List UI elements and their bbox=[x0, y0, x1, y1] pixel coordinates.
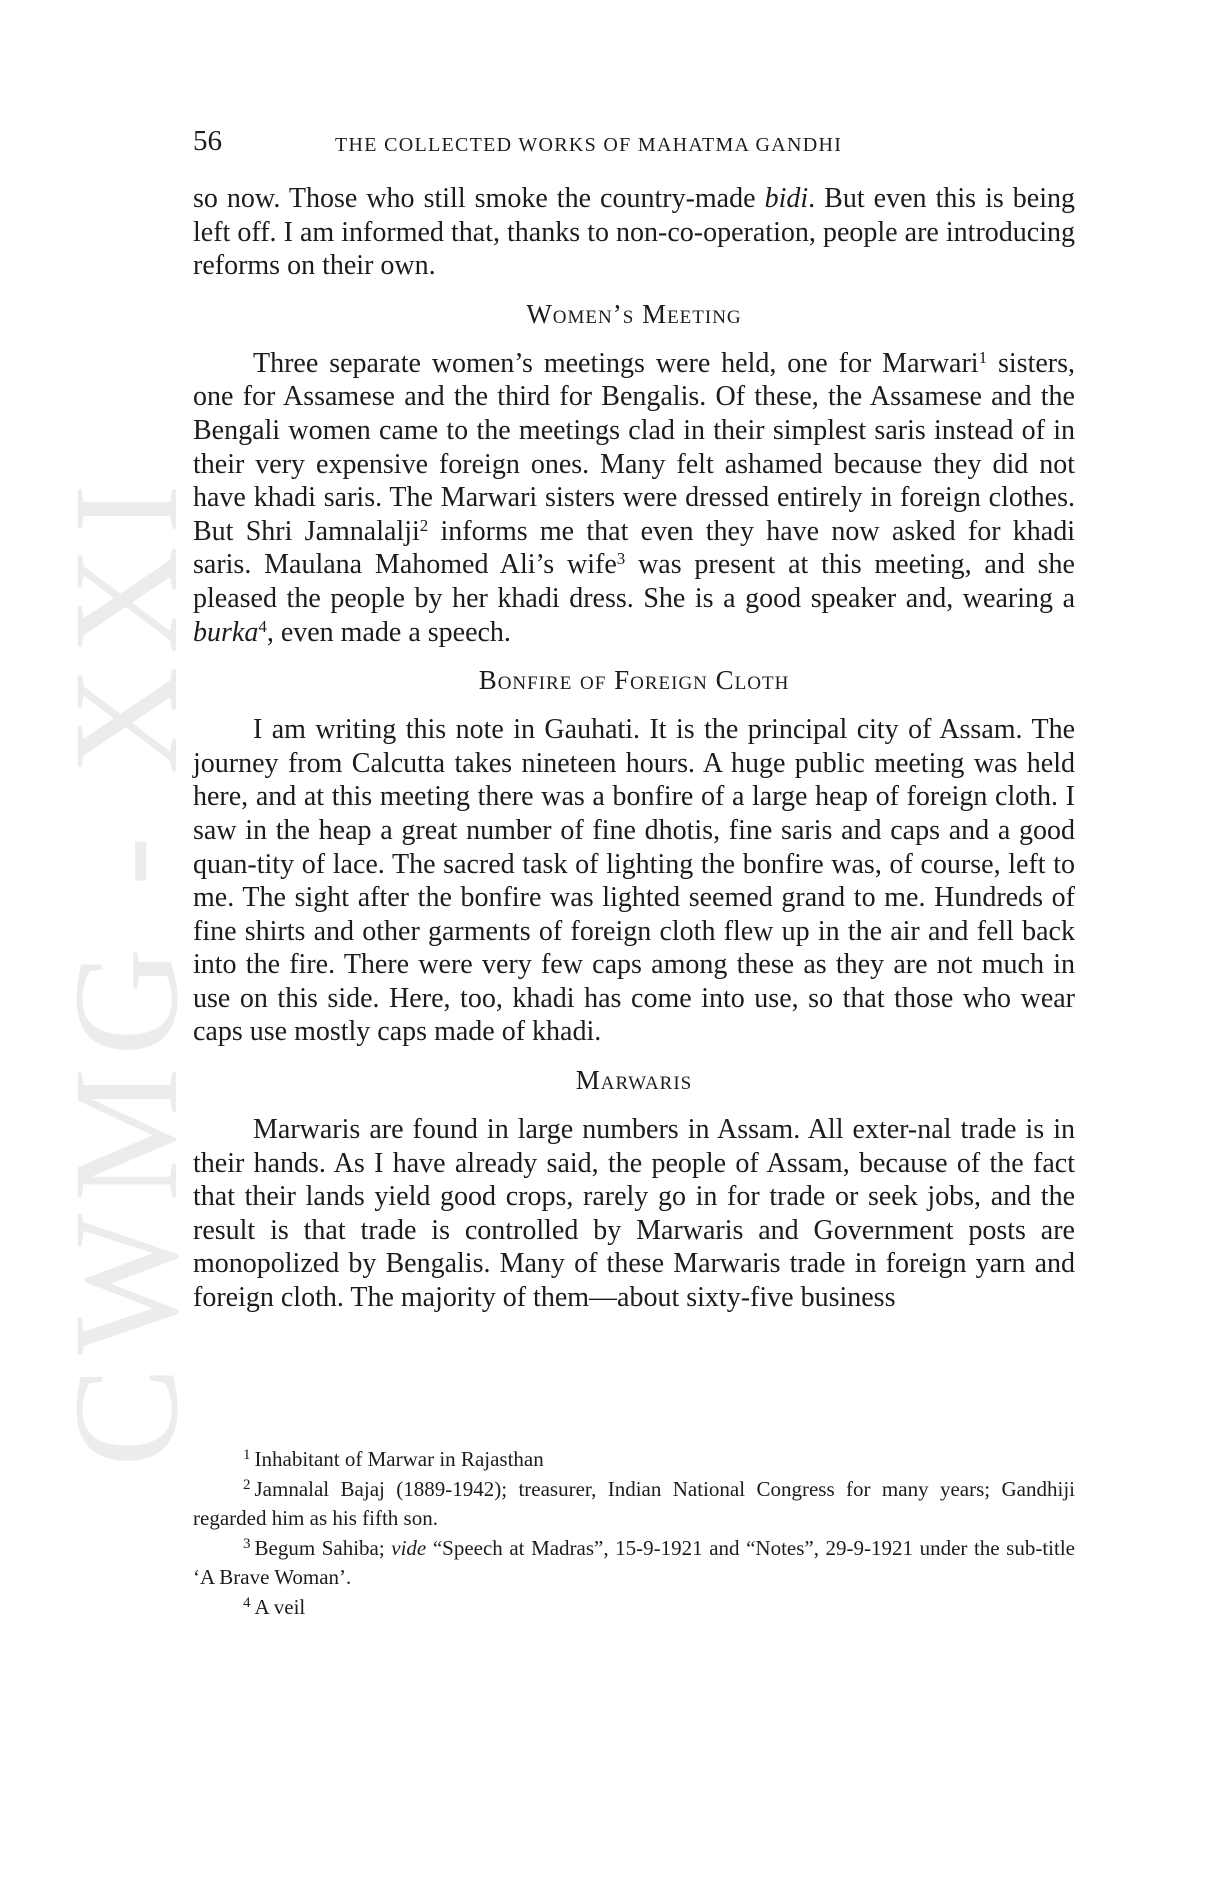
main-text bbox=[193, 182, 1075, 1315]
paragraph-continuation: so now. Those who still smoke the country-made bidi. But even this is being left off. I am informed that, thanks to non-co-operation, people are introducing reforms on their own. bbox=[193, 183, 1075, 282]
paragraph-marwaris: Marwaris are found in large numbers in Assam. All exter-nal trade is in their hands. As I have already said, the people of Assam, because of the fact that their lands yield good crops, rarely go in for trade or seek jobs, and the result is that trade is controlled by Marwaris and Government posts are monopolized by Bengalis. Many of these Marwaris trade in foreign yarn and foreign cloth. The majority of them—about sixty-five business bbox=[193, 1114, 1075, 1314]
footnote-number: 1 bbox=[243, 1447, 251, 1463]
paragraph-womens-meeting: Three separate women’s meetings were held, one for Marwari$^1$ sisters, one for Assamese and the third for Bengalis. Of these, the Assamese and the Bengali women came to the meetings clad in their simplest saris instead of in their very expensive foreign ones. Many felt ashamed because they did not have khadi saris. The Marwari sisters were dressed entirely in foreign clothes. But Shri Jamnalalji$^2$ informs me that even they have now asked for khadi saris. Maulana Mahomed Ali’s wife$^3$ was present at this meeting, and she pleased the people by her khadi dress. She is a good speaker and, wearing a burka$^4$, even made a speech. bbox=[193, 347, 1075, 648]
italic-term: bidi bbox=[764, 183, 809, 214]
paragraph-bonfire: I am writing this note in Gauhati. It is the principal city of Assam. The journey from Calcutta takes nineteen hours. A huge public meeting was held here, and at this meeting there was a bonfire of a large heap of foreign cloth. I saw in the heap a great number of fine dhotis, fine saris and caps and a good quan-tity of lace. The sacred task of lighting the bonfire was, of course, left to me. The sight after the bonfire was lighted seemed grand to me. Hundreds of fine shirts and other garments of foreign cloth flew up in the air and fell back into the fire. There were very few caps among these as they are not much in use on this side. Here, too, khadi has come into use, so that those who wear caps use mostly caps made of khadi. bbox=[193, 714, 1075, 1048]
section-heading-bonfire: Bonfire of Foreign Cloth bbox=[478, 665, 790, 696]
cwmg-watermark: CWMG - XXI bbox=[43, 472, 209, 1468]
page-number: 56 bbox=[193, 125, 222, 157]
footnote-number: 3 bbox=[243, 1535, 251, 1552]
footnotes bbox=[193, 1445, 1075, 1622]
running-title: THE COLLECTED WORKS OF MAHATMA GANDHI bbox=[335, 134, 843, 156]
footnote-marker: 4 bbox=[258, 616, 267, 636]
footnote-text: Jamnalal Bajaj (1889-1942); treasurer, Indian National Congress for many years; Gandhiji regarded him as his fifth son. bbox=[193, 1476, 1075, 1530]
running-head bbox=[193, 125, 1075, 165]
footnote-marker: 3 bbox=[616, 549, 626, 569]
section-heading-womens-meeting: Women’s Meeting bbox=[526, 298, 742, 329]
footnote-text: A veil bbox=[254, 1594, 306, 1619]
italic-term: burka bbox=[193, 616, 259, 648]
footnote-number: 2 bbox=[243, 1476, 251, 1493]
section-heading-marwaris: Marwaris bbox=[575, 1065, 693, 1096]
footnote bbox=[193, 1475, 1075, 1534]
italic-term: vide bbox=[391, 1535, 427, 1560]
footnote bbox=[193, 1593, 1075, 1623]
footnote-text: Inhabitant of Marwar in Rajasthan bbox=[254, 1447, 544, 1471]
footnote-marker: 1 bbox=[978, 347, 988, 367]
footnote-number: 4 bbox=[243, 1594, 251, 1611]
footnote-marker: 2 bbox=[419, 515, 429, 535]
footnote bbox=[193, 1534, 1075, 1593]
footnote-text: Begum Sahiba; vide “Speech at Madras”, 15-9-1921 and “Notes”, 29-9-1921 under the sub-title ‘A Brave Woman’. bbox=[193, 1535, 1076, 1589]
footnote bbox=[193, 1445, 1075, 1475]
